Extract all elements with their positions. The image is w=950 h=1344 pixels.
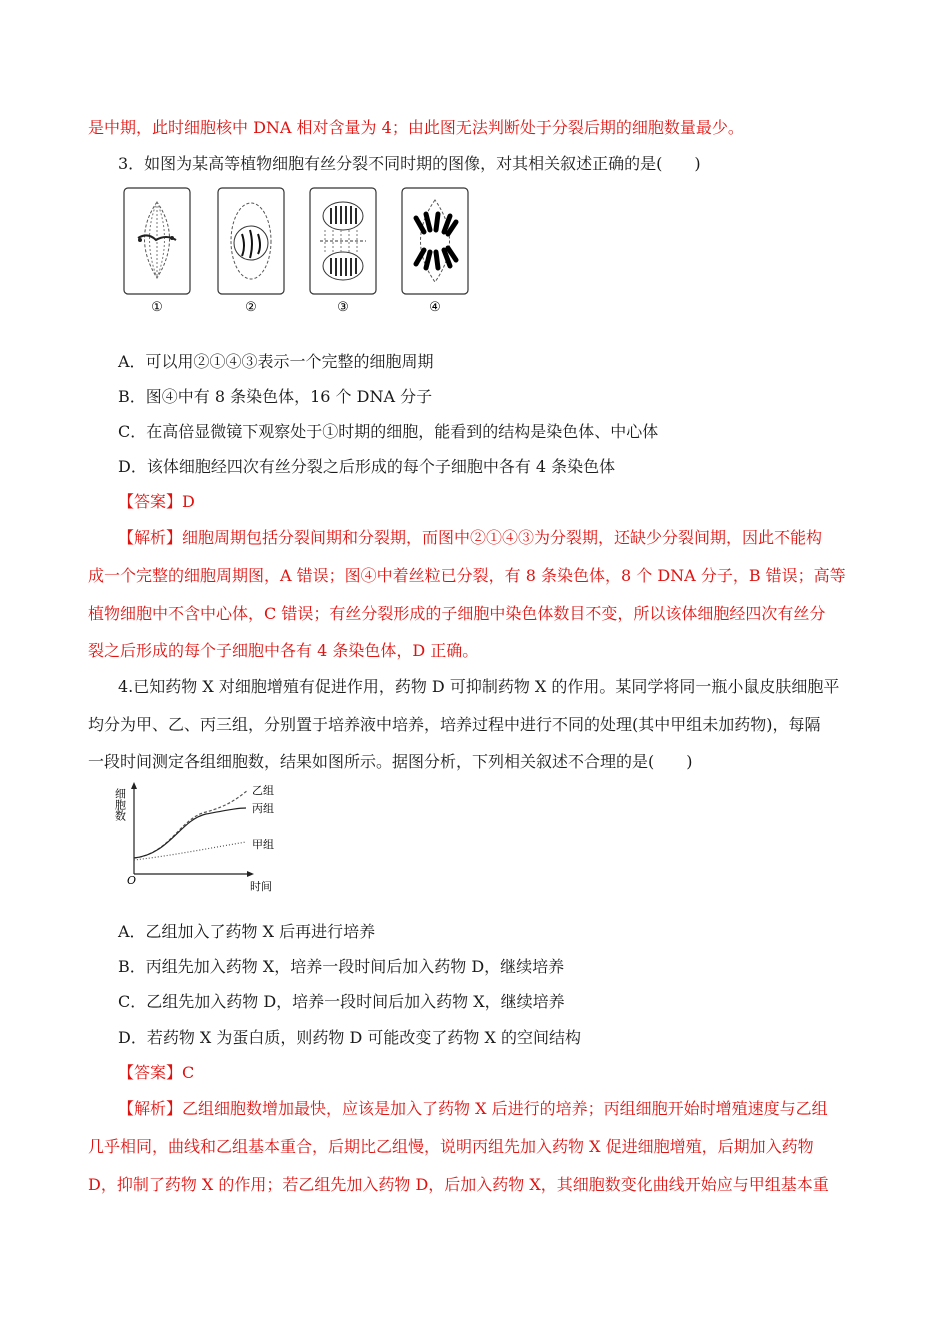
option-b: B．图④中有 8 条染色体，16 个 DNA 分子 [118, 387, 433, 406]
option-a: A．可以用②①④③表示一个完整的细胞周期 [118, 352, 434, 371]
answer: 【答案】D [118, 492, 195, 511]
cell-4-diagram [402, 188, 468, 294]
cell-4-label: ④ [429, 300, 441, 315]
answer: 【答案】C [118, 1063, 195, 1082]
cell-3-label: ③ [337, 300, 349, 315]
explanation-line: 【解析】乙组细胞数增加最快，应该是加入了药物 X 后进行的培养；丙组细胞开始时增殖速度与乙组 [118, 1099, 828, 1118]
question-4-stem: 均分为甲、乙、丙三组，分别置于培养液中培养，培养过程中进行不同的处理(其中甲组未加药物)，每隔 [88, 715, 821, 734]
explanation-line: 成一个完整的细胞周期图，A 错误；图④中着丝粒已分裂，有 8 条染色体，8 个 DNA 分子，B 错误；高等 [88, 566, 846, 585]
cell-2-diagram [218, 188, 284, 294]
cell-1-diagram [124, 188, 190, 294]
cell-2-label: ② [245, 300, 257, 315]
mitosis-figure [120, 186, 480, 316]
explanation-line: 【解析】细胞周期包括分裂间期和分裂期，而图中②①④③为分裂期，还缺少分裂间期，因此不能构 [118, 528, 823, 547]
cell-3-diagram [310, 188, 376, 294]
origin-label: O [127, 874, 137, 887]
legend-bing: 丙组 [252, 802, 274, 815]
question-4-stem: 一段时间测定各组细胞数，结果如图所示。据图分析，下列相关叙述不合理的是( ) [88, 752, 693, 771]
x-axis-label: 时间 [250, 880, 272, 893]
y-axis-label: 细胞数 [113, 788, 127, 821]
question-3-stem: 3．如图为某高等植物细胞有丝分裂不同时期的图像，对其相关叙述正确的是( ) [118, 154, 701, 173]
explanation-line: D，抑制了药物 X 的作用；若乙组先加入药物 D，后加入药物 X，其细胞数变化曲线开始应与甲组基本重 [88, 1175, 829, 1194]
option-a: A．乙组加入了药物 X 后再进行培养 [118, 922, 376, 941]
legend-jia: 甲组 [252, 838, 274, 851]
question-4-stem: 4.已知药物 X 对细胞增殖有促进作用，药物 D 可抑制药物 X 的作用。某同学将同一瓶小鼠皮肤细胞平 [118, 677, 840, 696]
option-c: C．在高倍显微镜下观察处于①时期的细胞，能看到的结构是染色体、中心体 [118, 422, 659, 441]
growth-curve-figure [110, 778, 300, 896]
explanation-line: 裂之后形成的每个子细胞中各有 4 条染色体，D 正确。 [88, 641, 479, 660]
option-d: D．该体细胞经四次有丝分裂之后形成的每个子细胞中各有 4 条染色体 [118, 457, 616, 476]
explanation-line: 植物细胞中不含中心体，C 错误；有丝分裂形成的子细胞中染色体数目不变，所以该体细胞经四次有丝分 [88, 604, 826, 623]
explanation-line: 几乎相同，曲线和乙组基本重合，后期比乙组慢，说明丙组先加入药物 X 促进细胞增殖，后期加入药物 [88, 1137, 814, 1156]
legend-yi: 乙组 [252, 784, 274, 797]
option-c: C．乙组先加入药物 D，培养一段时间后加入药物 X，继续培养 [118, 992, 565, 1011]
option-b: B．丙组先加入药物 X，培养一段时间后加入药物 D，继续培养 [118, 957, 565, 976]
cell-1-label: ① [151, 300, 163, 315]
option-d: D．若药物 X 为蛋白质，则药物 D 可能改变了药物 X 的空间结构 [118, 1028, 581, 1047]
text-line: 是中期，此时细胞核中 DNA 相对含量为 4；由此图无法判断处于分裂后期的细胞数量最少。 [88, 118, 744, 137]
